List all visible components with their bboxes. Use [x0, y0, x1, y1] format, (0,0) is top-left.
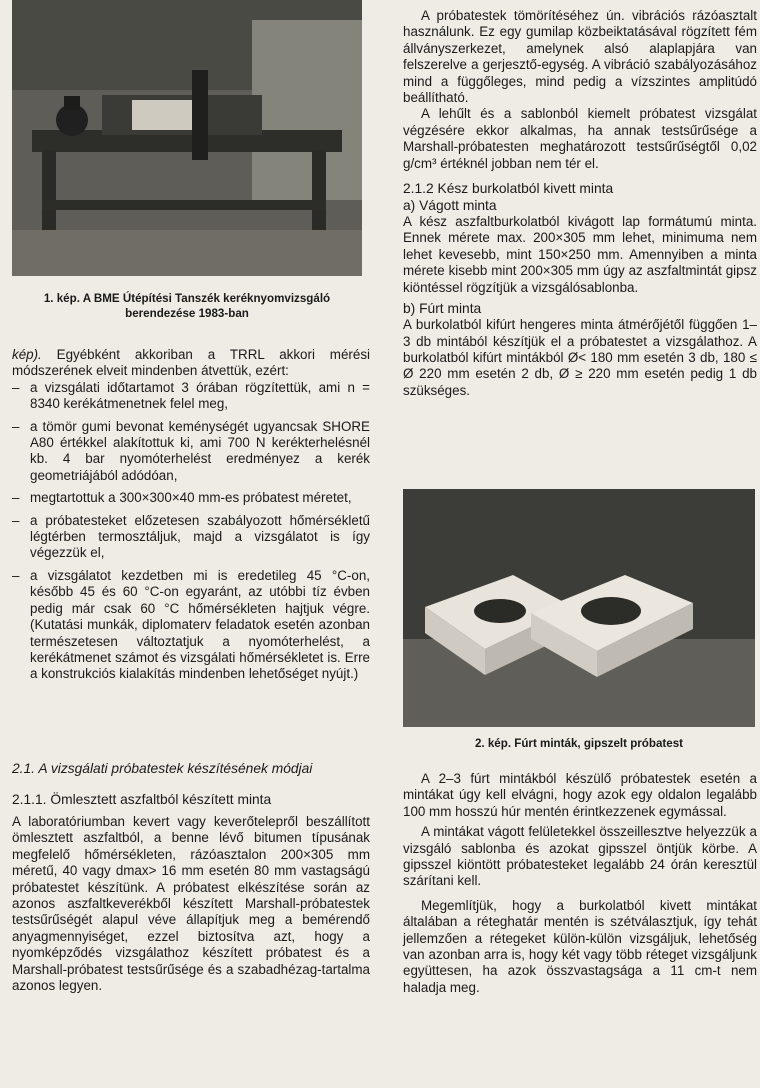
figure-1-photo	[12, 0, 362, 276]
vibration-table-paragraph: A próbatestek tömörítéséhez ún. vibrációs rázóasztalt használunk. Ez egy gumilap közbeiktatásával rögzített fém állványszerkezet, amelynek alsó alaplapjára van felszerelve a gerjesztő-egység. A vibráció szabályozásához mind a függőleges, mind pedig a vízszintes amplitúdó beállítható.	[403, 8, 757, 106]
settings-list	[12, 380, 370, 683]
section-2-1-heading: 2.1. A vizsgálati próbatestek készítésének módjai	[12, 761, 313, 776]
wheel-tracking-machine-image	[12, 0, 362, 276]
drilled-samples-image	[403, 489, 755, 727]
drilled-sample-paragraph: A burkolatból kifúrt hengeres minta átmérőjétől függően 1–3 db mintából készítjük el a próbatestet a vizsgálathoz. A burkolatból kifúrt mintákból Ø< 180 mm esetén 3 db, 180 ≤ Ø 220 mm esetén 2 db, Ø ≥ 220 mm esetén pedig 1 db szükséges.	[403, 317, 757, 398]
list-item: – a vizsgálati időtartamot 3 órában rögzítettük, ami n = 8340 kerékátmenetnek felel meg,	[12, 380, 370, 413]
density-paragraph: A lehűlt és a sablonból kiemelt próbatest vizsgálat végzésére ekkor alkalmas, ha annak testsűrűsége a Marshall-próbatesten meghatározott testsűrűségtől 0,02 g/cm³ értéknél jobban nem tér el.	[403, 106, 757, 171]
right-top-block	[403, 8, 757, 399]
cut-sample-paragraph: A kész aszfaltburkolatból kivágott lap formátumú minta. Ennek mérete max. 200×305 mm lehet, minimuma nem lehet kevesebb, mint 150×250 mm. Amennyiben a minta mérete kisebb mint 200×305 mm úgy az aszfaltmintát gipsz kiöntéssel rögzítjük a vizsgálósablonba.	[403, 214, 757, 295]
cut-sample-heading: a) Vágott minta	[403, 198, 497, 214]
assembly-paragraph: A mintákat vágott felületekkel összeillesztve helyezzük a vizsgáló sablonba és azokat gipsszel öntjük körbe. A gipsszel kiöntött próbatesteket legalább 24 órán keresztül szárítani kell.	[403, 824, 757, 889]
intro-text: Egyébként akkoriban a TRRL akkori mérési módszerének elveit mindenben átvettük, ezért:	[12, 347, 370, 379]
section-2-1-2-heading: 2.1.2 Kész burkolatból kivett minta	[403, 181, 614, 197]
right-bottom-block	[403, 771, 757, 996]
list-item: – a vizsgálatot kezdetben mi is eredetileg 45 °C-on, később 45 és 60 °C-on egyaránt, az utóbbi tíz évben pedig már csak 60 °C hőmérsékleten hajtjuk végre. (Kutatási munkák, diplomaterv feladatok esetén azonban természetesen változtatjuk a nyomóterhelést, a kerékátmenet számot és vizsgálati hőmérsékletet is. Erre a konstrukciós kialakítás mindenben lehetőséget nyújt.)	[12, 568, 370, 683]
drilled-sample-heading: b) Fúrt minta	[403, 301, 482, 317]
list-item: – a próbatesteket előzetesen szabályozott hőmérsékletű légtérben termosztáljuk, majd a vizsgálatot is így végezzük el,	[12, 513, 370, 562]
figure-1-caption-line1: 1. kép. A BME Útépítési Tanszék keréknyomvizsgáló	[43, 292, 331, 305]
section-2-1-1-paragraph: A laboratóriumban kevert vagy keverőtelepről beszállított ömlesztett aszfaltból, a benne lévő bitumen típusának megfelelő hőmérsékleten, rázóasztalon 200×305 mm méretű, 40 vagy dmax> 16 mm esetén 80 mm vastagságú próbatestet készítünk. A próbatest elkészítése során az azonos aszfaltkeverékből készített Marshall-próbatestek testsűrűségét alapul véve állapítjuk meg a bemérendő anyagmennyiséget, ezzel biztosítva azt, hogy a nyomképződés vizsgálathoz készített próbatest és a Marshall-próbatest testsűrűsége és a szabadhézag-tartalma azonos legyen.	[12, 814, 370, 994]
list-item: – megtartottuk a 300×300×40 mm-es próbatest méretet,	[12, 490, 370, 506]
figure-1-caption-line2: berendezése 1983-ban	[125, 307, 249, 320]
figure-1-caption	[12, 291, 362, 321]
intro-block	[12, 347, 370, 683]
figure-2-caption: 2. kép. Fúrt minták, gipszelt próbatest	[474, 737, 684, 750]
section-2-1-block	[12, 760, 370, 994]
layer-separation-paragraph: Megemlítjük, hogy a burkolatból kivett mintákat általában a réteghatár mentén is szétválasztjuk, így tehát jellemzően a rétegeket külön-külön vizsgáljuk, lehetőség van azonban arra is, hogy két vagy több réteget vizsgáljunk együttesen, ha azok összvastagsága a 11 cm-t nem haladja meg.	[403, 897, 757, 995]
intro-paragraph	[12, 347, 370, 380]
section-2-1-1-heading: 2.1.1. Ömlesztett aszfaltból készített minta	[12, 792, 272, 807]
intro-prefix: kép).	[12, 347, 42, 362]
figure-2-photo	[403, 489, 755, 727]
list-item: – a tömör gumi bevonat keménységét ugyancsak SHORE A80 értékkel alakítottuk ki, ami 700 N kerékterhelésnél kb. 4 bar nyomóterhelést eredményez a kerék geometriájából adódóan,	[12, 419, 370, 485]
cutting-paragraph: A 2–3 fúrt mintákból készülő próbatestek esetén a mintákat úgy kell elvágni, hogy azok egy oldalon legalább 100 mm hosszú húr mentén érintkezzenek egymással.	[403, 771, 757, 819]
